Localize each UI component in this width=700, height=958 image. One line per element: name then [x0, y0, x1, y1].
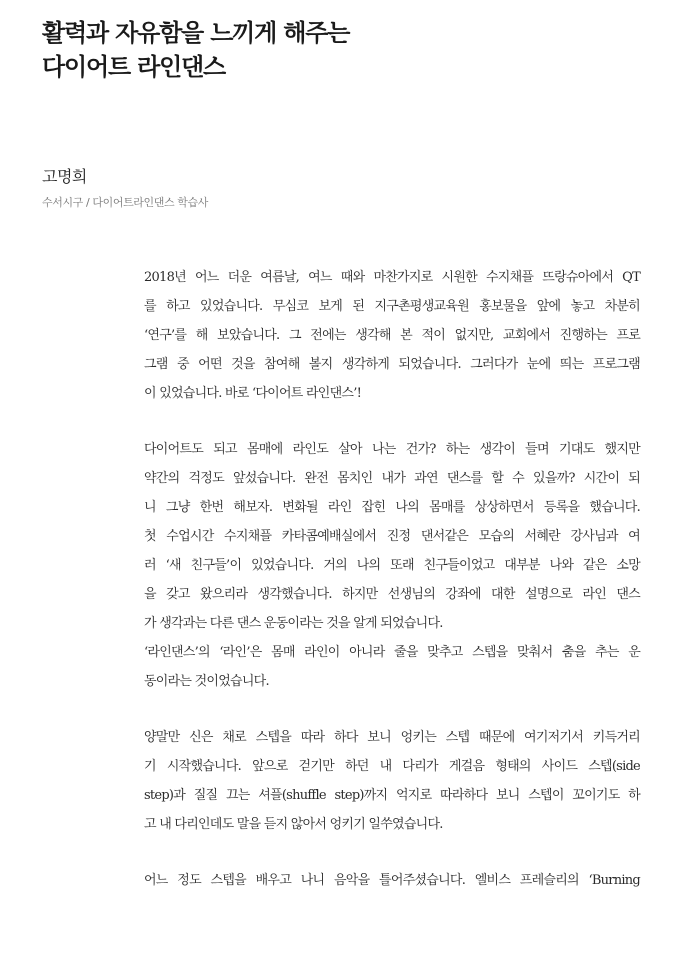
title-line-2: 다이어트 라인댄스 — [42, 53, 226, 81]
author-affiliation: 수서시구 / 다이어트라인댄스 학습사 — [42, 196, 208, 209]
text-line: 약간의 걱정도 앞섰습니다. 완전 몸치인 내가 과연 댄스를 할 수 있을까? 시간이 되 — [144, 471, 640, 486]
text-line: 양말만 신은 채로 스텝을 따라 하다 보니 엉키는 스텝 때문에 여기저기서 키득거리 — [144, 730, 640, 745]
article-body — [144, 268, 640, 900]
text-line: 어느 정도 스텝을 배우고 나니 음악을 틀어주셨습니다. 엘비스 프레슬리의 ‘Burning — [144, 873, 640, 888]
text-line: 그램 중 어떤 것을 참여해 볼지 생각하게 되었습니다. 그러다가 눈에 띄는 프로그램 — [144, 357, 640, 372]
text-line: 2018년 어느 더운 여름날, 여느 때와 마찬가지로 시원한 수지채플 뜨랑슈아에서 QT — [144, 270, 640, 285]
text-line: 을 갖고 왔으리라 생각했습니다. 하지만 선생님의 강좌에 대한 설명으로 라인 댄스 — [144, 587, 640, 602]
text-line: 러 ‘새 친구들’이 있었습니다. 거의 나의 또래 친구들이었고 대부분 나와 같은 소망 — [144, 558, 640, 573]
text-line: ‘라인댄스’의 ‘라인’은 몸매 라인이 아니라 줄을 맞추고 스텝을 맞춰서 춤을 추는 운 — [144, 645, 640, 660]
paragraph-4 — [144, 871, 640, 900]
text-line: 가 생각과는 다른 댄스 운동이라는 것을 알게 되었습니다. — [144, 616, 443, 631]
paragraph-3 — [144, 728, 640, 844]
text-line: step)과 질질 끄는 셔플(shuffle step)까지 억지로 따라하다 보니 스텝이 꼬이기도 하 — [144, 788, 640, 803]
author-name: 고명희 — [42, 167, 87, 186]
paragraph-2 — [144, 440, 640, 701]
text-line: 니 그냥 한번 해보자. 변화될 라인 잡힌 나의 몸매를 상상하면서 등록을 했습니다. — [144, 500, 640, 515]
text-line: 기 시작했습니다. 앞으로 걷기만 하던 내 다리가 게걸음 형태의 사이드 스텝(side — [144, 759, 640, 774]
text-line: 를 하고 있었습니다. 무심코 보게 된 지구촌평생교육원 홍보물을 앞에 놓고 차분히 — [144, 299, 640, 314]
text-line: 동이라는 것이었습니다. — [144, 674, 269, 689]
text-line: ‘연구’를 해 보았습니다. 그 전에는 생각해 본 적이 없지만, 교회에서 진행하는 프로 — [144, 328, 640, 343]
text-line: 다이어트도 되고 몸매에 라인도 살아 나는 건가? 하는 생각이 들며 기대도 했지만 — [144, 442, 640, 457]
text-line: 고 내 다리인데도 말을 듣지 않아서 엉키기 일쑤였습니다. — [144, 817, 443, 832]
text-line: 이 있었습니다. 바로 ‘다이어트 라인댄스’! — [144, 386, 362, 401]
paragraph-1 — [144, 268, 640, 413]
article-title — [42, 16, 662, 84]
title-line-1: 활력과 자유함을 느끼게 해주는 — [42, 19, 350, 47]
text-line: 첫 수업시간 수지채플 카타콤예배실에서 진정 댄서같은 모습의 서혜란 강사님과 여 — [144, 529, 640, 544]
